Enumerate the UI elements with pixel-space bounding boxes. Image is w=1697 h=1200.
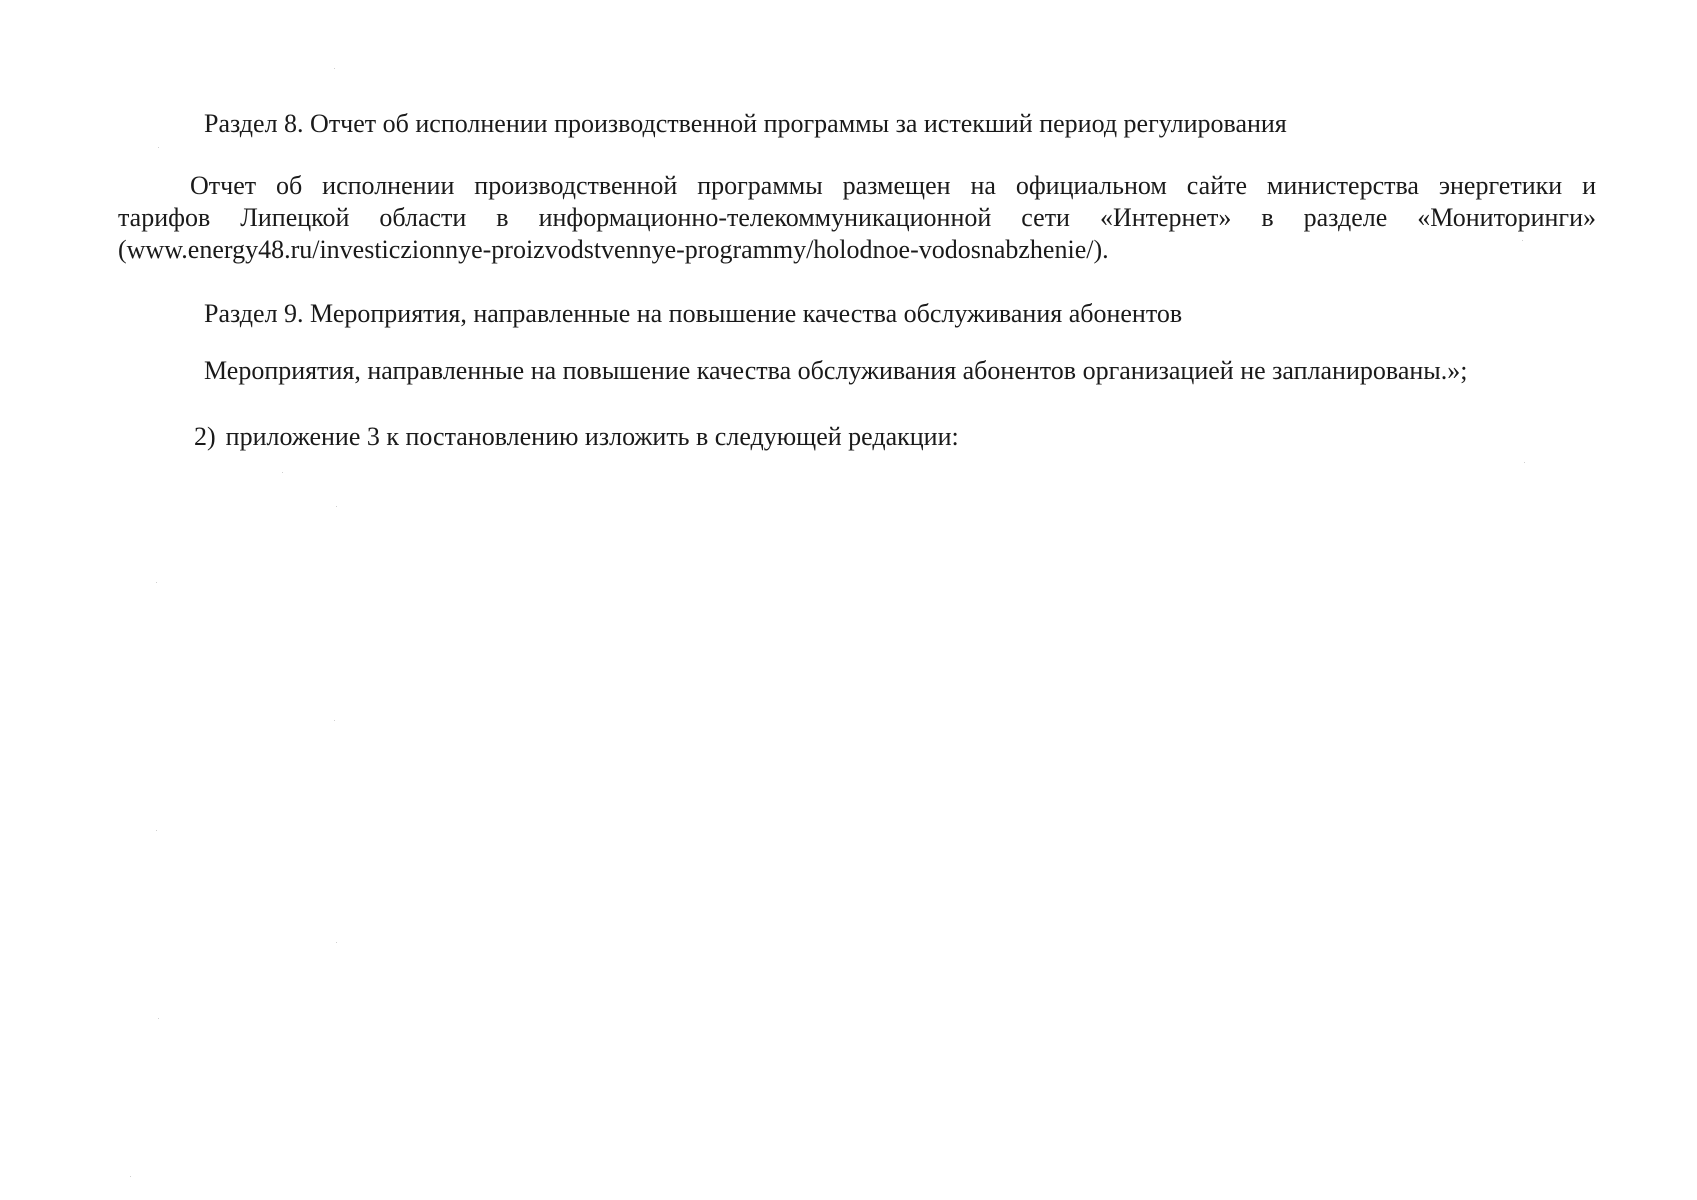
- report-paragraph-line-3: (www.energy48.ru/investiczionnye-proizvodstvennye-programmy/holodnoe-vodosnabzhenie/).: [118, 235, 1109, 264]
- scan-speck: [156, 830, 157, 831]
- item-2-paragraph: [194, 421, 959, 453]
- item-2-text: приложение 3 к постановлению изложить в следующей редакции:: [225, 422, 959, 451]
- scan-speck: [336, 942, 337, 943]
- scan-speck: [334, 720, 335, 721]
- report-paragraph-line-2: тарифов Липецкой области в информационно-телекоммуникационной сети «Интернет» в разделе «Мониторинги»: [118, 203, 1596, 232]
- scan-speck: [130, 1176, 131, 1177]
- section-8-heading: Раздел 8. Отчет об исполнении производственной программы за истекший период регулирования: [204, 109, 1287, 138]
- scan-speck: [336, 506, 337, 507]
- item-2-number: 2): [194, 422, 216, 451]
- scan-speck: [1524, 462, 1525, 463]
- report-paragraph: [118, 170, 1596, 266]
- section-9-heading: Раздел 9. Мероприятия, направленные на повышение качества обслуживания абонентов: [204, 299, 1183, 328]
- measures-paragraph: Мероприятия, направленные на повышение качества обслуживания абонентов организацией не запланированы.»;: [204, 356, 1468, 385]
- report-paragraph-line-1: Отчет об исполнении производственной программы размещен на официальном сайте министерства энергетики и: [190, 171, 1596, 200]
- scan-speck: [156, 582, 157, 583]
- scan-speck: [282, 472, 283, 473]
- scan-speck: [158, 147, 159, 148]
- scan-speck: [158, 1018, 159, 1019]
- scan-speck: [334, 68, 335, 69]
- scan-speck: [1522, 240, 1523, 241]
